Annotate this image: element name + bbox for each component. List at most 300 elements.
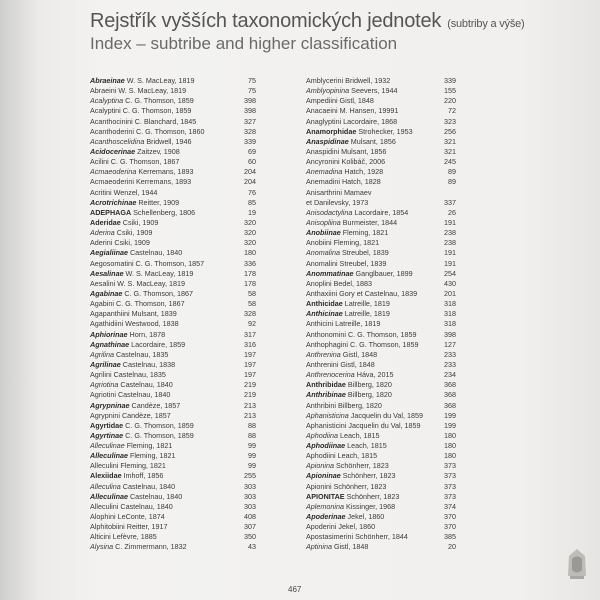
page-reference: 199 (444, 410, 456, 420)
page-reference: 321 (444, 136, 456, 146)
taxon-author: Mulsant, 1856 (348, 136, 396, 146)
index-entry (90, 167, 262, 177)
taxon-name: Anthrenini (306, 359, 339, 369)
page-reference: 155 (444, 86, 456, 96)
taxon-author: Ganglbauer, 1899 (353, 268, 413, 278)
index-entry (90, 177, 262, 187)
taxon-name: ADEPHAGA (90, 207, 132, 217)
taxon-author: C. G. Thomson, 1867 (108, 157, 180, 167)
index-entry-text (90, 471, 163, 481)
page-reference: 339 (244, 136, 256, 146)
page-reference: 191 (444, 248, 456, 258)
taxon-author: Fleming, 1821 (127, 451, 176, 461)
taxon-name: Aphanisticini (306, 420, 347, 430)
taxon-author: C. G. Thomson, 1860 (133, 126, 205, 136)
index-entry-text (90, 370, 166, 380)
taxon-author: M. Hansen, 19991 (337, 106, 399, 116)
taxon-author: Fleming, 1821 (331, 238, 380, 248)
page-reference: 197 (244, 349, 256, 359)
index-entry-text (90, 542, 187, 552)
taxon-name: Agabinae (90, 288, 123, 298)
index-entry (306, 238, 456, 248)
taxon-author: Gistl, 1848 (337, 96, 374, 106)
index-entry-text (90, 340, 185, 350)
taxon-author: Jacquelin du Val, 1859 (346, 420, 421, 430)
taxon-author: Seevers, 1944 (349, 86, 398, 96)
index-entry (306, 269, 456, 279)
taxon-name: Alleculina (90, 481, 121, 491)
taxon-name: Anthonomini (306, 329, 346, 339)
page-reference: 318 (444, 309, 456, 319)
index-entry (306, 208, 456, 218)
taxon-name: Aphiorinae (90, 329, 128, 339)
page-reference: 328 (244, 126, 256, 136)
index-entry-text (306, 137, 396, 147)
index-entry-text (90, 299, 185, 309)
index-entry (306, 492, 456, 502)
index-entry-text (306, 76, 390, 86)
index-entry (90, 117, 262, 127)
page-reference: 430 (444, 278, 456, 288)
taxon-name: Acmaeoderini (90, 177, 134, 187)
index-entry (306, 218, 456, 228)
page-reference: 20 (448, 542, 456, 552)
index-entry (306, 117, 456, 127)
taxon-author: Imhoff, 1856 (121, 471, 164, 481)
index-entry-text (90, 259, 204, 269)
taxon-name: Apostasimerini (306, 532, 354, 542)
taxon-name: Acanthocinini (90, 116, 133, 126)
index-entry-text (90, 431, 194, 441)
index-entry-text (306, 502, 395, 512)
index-entry-text (90, 289, 193, 299)
index-entry (90, 532, 262, 542)
taxon-name: Agnathinae (90, 339, 130, 349)
page-reference: 213 (244, 400, 256, 410)
index-entry (306, 380, 456, 390)
index-entry-text (306, 421, 421, 431)
taxon-author: Bridwell, 1946 (144, 136, 192, 146)
taxon-name: Agabini (90, 299, 114, 309)
page-reference: 303 (244, 491, 256, 501)
index-entry (90, 340, 262, 350)
taxon-author: Candèze, 1857 (129, 400, 181, 410)
taxon-author: Wenzel, 1944 (111, 187, 158, 197)
index-entry (306, 167, 456, 177)
index-entry-text (306, 248, 389, 258)
taxon-author: W. S. MacLeay, 1819 (116, 86, 187, 96)
taxon-name: Alphitobiini (90, 522, 125, 532)
page-reference: 316 (244, 339, 256, 349)
taxon-author: Jacquelin du Val, 1859 (348, 410, 423, 420)
index-entry (90, 208, 262, 218)
index-entry (306, 147, 456, 157)
index-entry (90, 259, 262, 269)
page-reference: 398 (444, 329, 456, 339)
title-czech-main: Rejstřík vyšších taxonomických jednotek (90, 10, 442, 32)
page-reference: 178 (244, 278, 256, 288)
index-entry-text (306, 350, 377, 360)
taxon-author: Háva, 2015 (354, 370, 394, 380)
index-entry (90, 106, 262, 116)
index-entry-text (306, 441, 387, 451)
taxon-name: Anacaeini (306, 106, 338, 116)
index-entry-text (90, 482, 175, 492)
taxon-name: Anaspidini (306, 146, 340, 156)
taxon-author: C. Blanchard, 1845 (132, 116, 197, 126)
index-entry (306, 360, 456, 370)
index-entry (90, 330, 262, 340)
taxon-name: Anomalini (306, 258, 338, 268)
index-entry (90, 127, 262, 137)
index-entry (306, 401, 456, 411)
page-reference: 180 (244, 248, 256, 258)
page-reference: 89 (448, 167, 456, 177)
index-entry (306, 512, 456, 522)
taxon-name: Anisopliina (306, 217, 341, 227)
index-entry (90, 512, 262, 522)
index-entry-text (306, 492, 399, 502)
page-reference: 72 (448, 106, 456, 116)
taxon-name: Aderidae (90, 217, 121, 227)
taxon-author: Castelnau, 1835 (113, 349, 169, 359)
index-entry-text (90, 117, 196, 127)
taxon-name: Anoplini (306, 278, 332, 288)
taxon-name: Agrilina (90, 349, 114, 359)
taxon-name: Anemadina (306, 167, 343, 177)
index-entry-text (90, 319, 179, 329)
taxon-author: Horn, 1878 (127, 329, 166, 339)
taxon-name: Alleculini (90, 501, 119, 511)
taxon-name: Ancyronini (306, 157, 340, 167)
taxon-author: LeConte, 1874 (115, 512, 165, 522)
index-entry (90, 289, 262, 299)
taxon-name: Ampediini (306, 96, 338, 106)
index-entry-text (306, 299, 390, 309)
page-reference: 99 (248, 451, 256, 461)
page-reference: 373 (444, 481, 456, 491)
taxon-name: Acalyptini (90, 106, 121, 116)
taxon-name: Anamorphidae (306, 126, 357, 136)
page-reference: 99 (248, 461, 256, 471)
taxon-name: Anemadini (306, 177, 340, 187)
index-entry (90, 96, 262, 106)
taxon-name: Anisarthrini (306, 187, 342, 197)
index-entry (306, 228, 456, 238)
page-reference: 88 (248, 430, 256, 440)
taxon-name: Acanthoscelidina (90, 136, 145, 146)
page-reference: 204 (244, 167, 256, 177)
page-reference: 89 (448, 177, 456, 187)
index-entry (306, 309, 456, 319)
page-reference: 321 (444, 146, 456, 156)
page-reference: 180 (444, 451, 456, 461)
taxon-author: Gistl, 1848 (340, 349, 378, 359)
index-entry-text (90, 441, 172, 451)
taxon-author: C. G. Thomson, 1859 (347, 339, 419, 349)
index-entry (90, 482, 262, 492)
taxon-author: et Danilevsky, 1973 (306, 197, 369, 207)
taxon-name: Alysina (90, 542, 114, 552)
index-entry (306, 330, 456, 340)
taxon-name: Agriotini (90, 390, 116, 400)
index-entry-text (90, 86, 186, 96)
index-entry-text (90, 360, 175, 370)
index-entry-text (90, 502, 173, 512)
index-entry (90, 319, 262, 329)
index-entry-text (90, 157, 179, 167)
taxon-name: Abraeinae (90, 76, 125, 85)
taxon-author: Schönherr, 1823 (331, 481, 387, 491)
index-entry-text (90, 188, 157, 198)
page-reference: 245 (444, 157, 456, 167)
page-reference: 197 (244, 359, 256, 369)
page-reference: 254 (444, 268, 456, 278)
taxon-author: Streubel, 1839 (337, 258, 387, 268)
taxon-author: Latreille, 1819 (342, 309, 390, 319)
index-entry (306, 96, 456, 106)
taxon-name: Apionina (306, 461, 334, 471)
index-entry-text (306, 96, 374, 106)
index-entry (306, 421, 456, 431)
index-entry (306, 279, 456, 289)
taxon-name: Agyrtidae (90, 420, 124, 430)
index-entry (90, 228, 262, 238)
index-entry-text (90, 218, 158, 228)
taxon-name: Anaglyptini (306, 116, 342, 126)
index-entry (90, 76, 262, 86)
page-reference: 408 (244, 512, 256, 522)
page-reference: 199 (444, 420, 456, 430)
index-entry-text (306, 208, 408, 218)
taxon-author: Zaitzev, 1908 (135, 146, 180, 156)
taxon-author: Lacordaire, 1854 (352, 207, 409, 217)
taxon-name: Apionini (306, 481, 332, 491)
taxon-author: Schellenberg, 1806 (131, 207, 196, 217)
taxon-author: Kerremans, 1893 (133, 177, 192, 187)
index-entry (90, 137, 262, 147)
index-entry (90, 542, 262, 552)
index-entry (306, 76, 456, 86)
taxon-name: Anthicini (306, 319, 334, 329)
index-entry-text (306, 542, 368, 552)
taxon-author: W. S. MacLeay, 1819 (123, 268, 194, 278)
index-entry (306, 532, 456, 542)
taxon-name: Apoderinae (306, 512, 346, 522)
page-reference: 219 (244, 380, 256, 390)
page-reference: 350 (244, 532, 256, 542)
index-entry-text (90, 522, 168, 532)
index-entry (90, 157, 262, 167)
taxon-name: Anisodactylina (306, 207, 353, 217)
taxon-name: Anthicidae (306, 299, 343, 309)
taxon-name: Acmaeoderina (90, 167, 137, 177)
page-reference: 197 (244, 370, 256, 380)
taxon-author: Jekel, 1860 (345, 512, 385, 522)
taxon-author: Lacordaire, 1859 (129, 339, 186, 349)
index-entry-text (90, 390, 170, 400)
index-entry-text (90, 532, 157, 542)
page-reference: 178 (244, 268, 256, 278)
index-entry (306, 350, 456, 360)
taxon-author: Csiki, 1909 (120, 217, 159, 227)
taxon-name: Anthophagini (306, 339, 348, 349)
index-entry-text (90, 208, 195, 218)
taxon-author: Strohecker, 1953 (356, 126, 413, 136)
taxon-author: Mamaev (341, 187, 372, 197)
page-reference: 336 (244, 258, 256, 268)
index-entry-text (306, 309, 390, 319)
page-reference: 201 (444, 288, 456, 298)
page-number: 467 (288, 585, 302, 594)
page-reference: 368 (444, 390, 456, 400)
index-entry-text (306, 279, 372, 289)
index-entry-text (306, 259, 386, 269)
page-reference: 373 (444, 471, 456, 481)
taxon-author: Csiki, 1909 (112, 238, 150, 248)
index-entry-text (306, 319, 380, 329)
index-entry-text (90, 451, 176, 461)
taxon-name: Alleculinae (90, 441, 125, 451)
index-entry-text (306, 289, 417, 299)
taxon-author: Castelnau, 1840 (127, 491, 183, 501)
index-entry (90, 86, 262, 96)
taxon-author: Reitter, 1909 (136, 197, 180, 207)
index-entry (306, 471, 456, 481)
index-entry (90, 188, 262, 198)
taxon-author: C. G. Thomson, 1859 (123, 96, 194, 106)
index-entry-text (90, 177, 191, 187)
index-entry (90, 471, 262, 481)
taxon-author: Castelnau, 1838 (120, 359, 176, 369)
index-entry (306, 259, 456, 269)
taxon-author: Streubel, 1839 (339, 248, 389, 258)
index-entry-text (90, 198, 179, 208)
index-entry-text (90, 96, 194, 106)
page-reference: 238 (444, 228, 456, 238)
taxon-name: Acilini (90, 157, 109, 167)
taxon-author: W. S. MacLeay, 1819 (124, 76, 195, 85)
index-entry-text (306, 401, 382, 411)
page-reference: 220 (444, 96, 456, 106)
index-entry-text (306, 431, 380, 441)
taxon-name: Aesalini (90, 278, 116, 288)
index-entry-text (306, 451, 377, 461)
index-entry-text (306, 177, 381, 187)
index-entry (306, 370, 456, 380)
page-reference: 318 (444, 319, 456, 329)
pharaoh-logo-icon (566, 548, 588, 580)
index-entry-text (306, 198, 368, 208)
taxon-author: Leach, 1815 (335, 451, 378, 461)
taxon-author: Billberg, 1820 (345, 390, 392, 400)
index-entry (90, 269, 262, 279)
taxon-name: Aptinina (306, 542, 332, 552)
index-entry-text (90, 492, 182, 502)
index-entry-text (90, 350, 168, 360)
index-entry (90, 451, 262, 461)
index-entry-text (306, 157, 385, 167)
index-entry-text (90, 127, 205, 137)
taxon-name: Agrypninae (90, 400, 130, 410)
page-reference: 398 (244, 96, 256, 106)
index-entry-text (306, 127, 413, 137)
index-entry (306, 319, 456, 329)
taxon-author: C. G. Thomson, 1867 (113, 299, 185, 309)
page-reference: 233 (444, 359, 456, 369)
page-reference: 233 (444, 349, 456, 359)
taxon-name: Acanthoderini (90, 126, 134, 136)
index-entry (306, 542, 456, 552)
page-reference: 76 (248, 187, 256, 197)
taxon-name: Alleculinae (90, 491, 128, 501)
taxon-author: Kissinger, 1968 (343, 501, 396, 511)
index-entry-text (90, 461, 166, 471)
taxon-author: Mulsant, 1856 (339, 146, 387, 156)
taxon-author: Gistl, 1848 (338, 359, 375, 369)
index-entry (90, 380, 262, 390)
index-entry (90, 279, 262, 289)
page-reference: 320 (244, 217, 256, 227)
index-entry-text (306, 390, 392, 400)
page-reference: 256 (444, 126, 456, 136)
taxon-name: Alophini (90, 512, 116, 522)
taxon-name: Agrypnini (90, 410, 120, 420)
page-reference: 85 (248, 197, 256, 207)
index-entry-text (306, 86, 398, 96)
taxon-author: Castelnau, 1840 (120, 481, 176, 491)
index-entry-text (306, 370, 394, 380)
index-entry (90, 390, 262, 400)
index-entry (306, 482, 456, 492)
index-entry (90, 431, 262, 441)
page-reference: 99 (248, 441, 256, 451)
taxon-author: C. G. Thomson, 1867 (122, 288, 193, 298)
taxon-name: Acritini (90, 187, 112, 197)
index-entry-text (306, 188, 372, 198)
index-entry (306, 411, 456, 421)
taxon-name: Agapanthiini (90, 309, 130, 319)
taxon-author: Candèze, 1857 (119, 410, 171, 420)
index-entry (90, 522, 262, 532)
taxon-author: Leach, 1815 (345, 441, 387, 451)
page-reference: 307 (244, 522, 256, 532)
taxon-author: Hatch, 1828 (339, 177, 381, 187)
taxon-author: Schönherr, 1823 (333, 461, 389, 471)
taxon-author: Reitter, 1917 (124, 522, 168, 532)
taxon-author: Leach, 1815 (337, 430, 380, 440)
taxon-author: C. G. Thomson, 1859 (345, 329, 417, 339)
index-entry (90, 350, 262, 360)
taxon-name: Abraeini (90, 86, 117, 96)
taxon-name: Anommatinae (306, 268, 354, 278)
taxon-author: Castelnau, 1840 (118, 501, 173, 511)
page-reference: 180 (444, 430, 456, 440)
taxon-name: Aphanisticina (306, 410, 349, 420)
taxon-author: Fleming, 1821 (118, 461, 166, 471)
index-entry-text (90, 309, 177, 319)
taxon-name: Anaspidinae (306, 136, 349, 146)
taxon-author: Billberg, 1820 (345, 380, 392, 390)
index-entry-text (306, 218, 397, 228)
index-entry (306, 390, 456, 400)
taxon-name: Aphodiini (306, 451, 336, 461)
taxon-author: Billberg, 1820 (335, 400, 382, 410)
taxon-name: Anthribidae (306, 380, 346, 390)
index-entry (306, 461, 456, 471)
taxon-name: Alticini (90, 532, 111, 542)
page-reference: 219 (244, 390, 256, 400)
